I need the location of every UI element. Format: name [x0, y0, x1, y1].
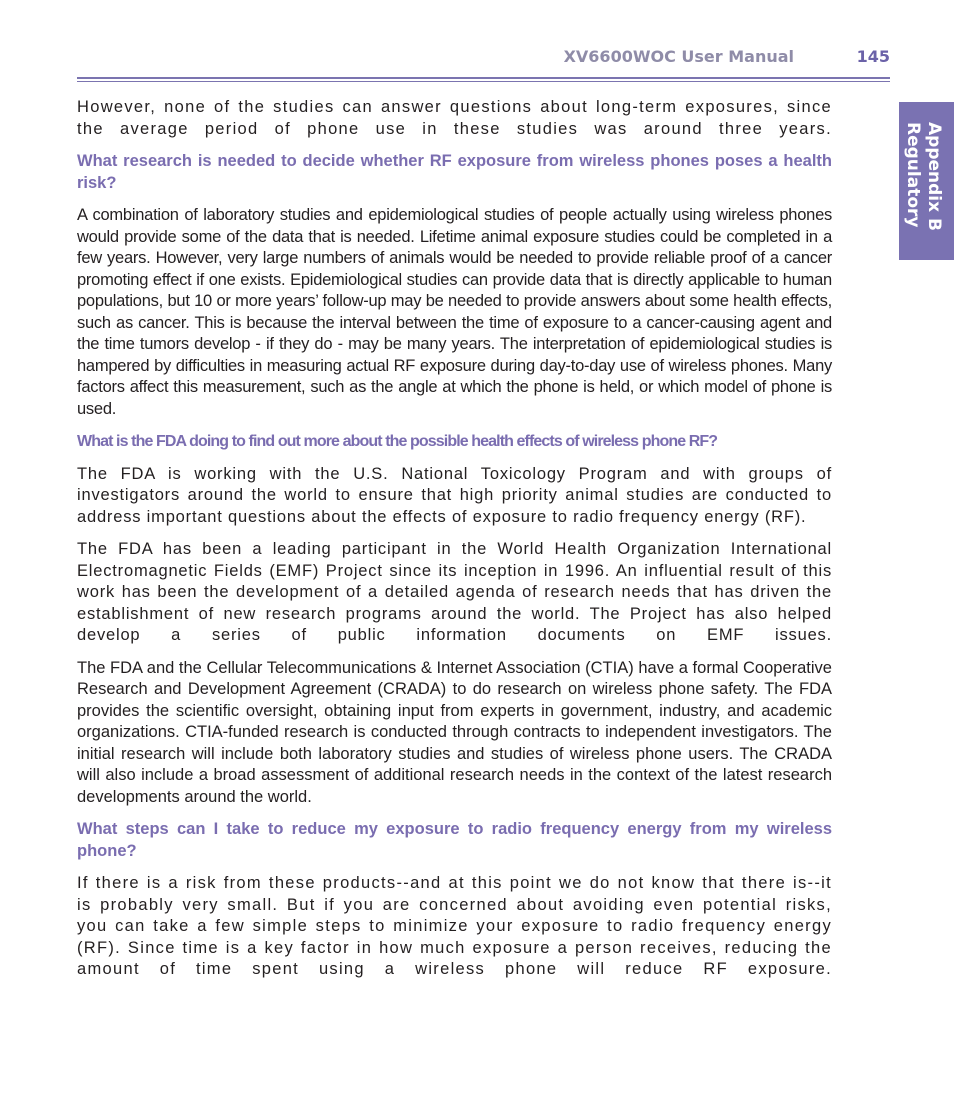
paragraph-ntp: The FDA is working with the U.S. National Toxicology Program and with groups of investigators around the world to ensure that high priority animal studies are conducted to address important questions about the effects of exposure to radio frequency energy (RF). — [77, 464, 832, 526]
header-rule-thin — [77, 81, 890, 82]
header-rule-thick — [77, 77, 890, 79]
paragraph-crada: The FDA and the Cellular Telecommunications & Internet Association (CTIA) have a formal Cooperative Research and Development Agreement (CRADA) to do research on wireless phone safety. The FDA provides the scientific oversight, obtaining input from experts in government, industry, and academic organizations. CTIA-funded research is conducted through contracts to independent investigators. The initial research will include both laboratory studies and studies of wireless phone users. The CRADA will also include a broad assessment of additional research needs in the context of the latest research developments around the world. — [77, 658, 832, 806]
manual-title: XV6600WOC User Manual — [563, 47, 794, 66]
page-number: 145 — [856, 47, 890, 66]
heading-fda-doing: What is the FDA doing to find out more about the possible health effects of wireless phone RF? — [77, 433, 718, 450]
appendix-side-tab[interactable] — [899, 102, 954, 260]
paragraph-long-term-exposure: However, none of the studies can answer questions about long-term exposures, since the average period of phone use in these studies was around three years. — [77, 98, 832, 138]
heading-research-needed: What research is needed to decide whether RF exposure from wireless phones poses a health risk? — [77, 152, 832, 192]
paragraph-research-needed: A combination of laboratory studies and epidemiological studies of people actually using wireless phones would provide some of the data that is needed. Lifetime animal exposure studies could be completed in a few years. However, very large numbers of animals would be needed to provide reliable proof of a cancer promoting effect if one exists. Epidemiological studies can provide data that is directly applicable to human populations, but 10 or more years’ follow-up may be needed to provide answers about some health effects, such as cancer. This is because the interval between the time of exposure to a cancer-causing agent and the time tumors develop - if they do - may be many years. The interpretation of epidemiological studies is hampered by difficulties in measuring actual RF exposure during day-to-day use of wireless phones. Many factors affect this measurement, such as the angle at which the phone is held, or which model of phone is used. — [77, 206, 832, 418]
paragraph-reduce-exposure: If there is a risk from these products--and at this point we do not know that there is--it is probably very small. But if you are concerned about avoiding even potential risks, you can take a few simple steps to minimize your exposure to radio frequency energy (RF). Since time is a key factor in how much exposure a person receives, reducing the amount of time spent using a wireless phone will reduce RF exposure. — [77, 874, 832, 978]
page-content — [77, 97, 832, 992]
heading-reduce-exposure: What steps can I take to reduce my exposure to radio frequency energy from my wireless phone? — [77, 820, 832, 860]
side-tab-label: Appendix B Regulatory — [903, 122, 944, 231]
paragraph-who-emf: The FDA has been a leading participant in the World Health Organization International Electromagnetic Fields (EMF) Project since its inception in 1996. An influential result of this work has been the development of a detailed agenda of research needs that has driven the establishment of new research programs around the world. The Project has also helped develop a series of public information documents on EMF issues. — [77, 540, 832, 644]
